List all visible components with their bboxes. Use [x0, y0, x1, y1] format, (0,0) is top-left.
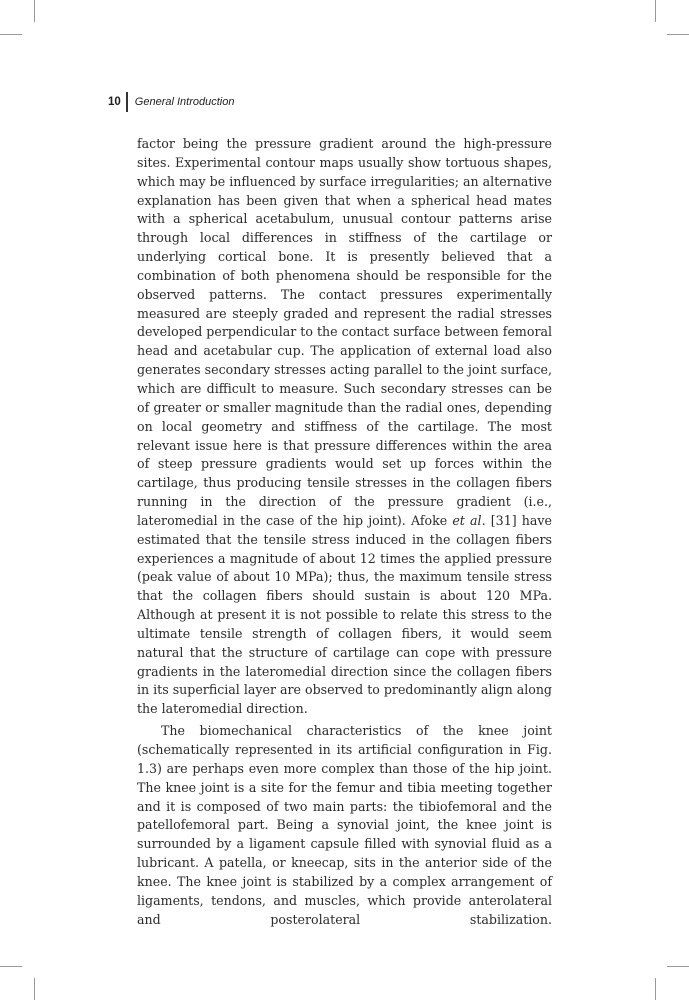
paragraph-1-text-a: factor being the pressure gradient around the high-pressure sites. Experimental contour maps usually show tortuous shapes, which may be influenced by surface irregularities; an alternative explanation has been given that when a spherical head mates with a spherical acetabulum, unusual contour patterns arise through local differences in stiffness of the cartilage or underlying cortical bone. It is presently believed that a combination of both phenomena should be responsible for the observed patterns. The contact pressures experimentally measured are steeply graded and represent the radial stresses developed perpendicular to the contact surface between femoral head and acetabular cup. The application of external load also generates secondary stresses acting parallel to the joint surface, which are difficult to measure. Such secondary stresses can be of greater or smaller magnitude than the radial ones, depending on local geometry and stiffness of the cartilage. The most relevant issue here is that pressure differences within the area of steep pressure gradients would set up forces within the cartilage, thus producing tensile stresses in the collagen fibers running in the direction of the pressure gradient (i.e., lateromedial in the case of the hip joint). Afoke: [137, 136, 552, 528]
paragraph-2: The biomechanical characteristics of the knee joint (schematically represented in its artificial configuration in Fig. 1.3) are perhaps even more complex than those of the hip joint. The knee joint is a site for the femur and tibia meeting together and it is composed of two main parts: the tibiofemoral and the patellofemoral part. Being a synovial joint, the knee joint is surrounded by a ligament capsule filled with synovial fluid as a lubricant. A patella, or kneecap, sits in the anterior side of the knee. The knee joint is stabilized by a complex arrangement of ligaments, tendons, and muscles, which provide anterolateral and posterolateral stabilization.: [137, 723, 552, 927]
page-header: [108, 92, 234, 112]
crop-mark-bottom-right-h: [667, 966, 689, 967]
crop-mark-top-right: [655, 0, 656, 22]
crop-mark-top-left: [34, 0, 35, 22]
header-rule: [126, 92, 128, 112]
page-number: 10: [108, 96, 121, 108]
crop-mark-bottom-right: [655, 978, 656, 1000]
running-head: General Introduction: [134, 96, 235, 108]
paragraph-1: [137, 135, 552, 719]
paragraph-1-text-b: . [31] have estimated that the tensile stress induced in the collagen fibers experiences a magnitude of about 12 times the applied pressure (peak value of about 10 MPa); thus, the maximum tensile stress that the collagen fibers should sustain is about 120 MPa. Although at present it is not possible to relate this stress to the ultimate tensile strength of collagen fibers, it would seem natural that the structure of cartilage can cope with pressure gradients in the lateromedial direction since the collagen fibers in its superficial layer are observed to predominantly align along the lateromedial direction.: [137, 512, 552, 717]
body-text: [137, 135, 552, 929]
crop-mark-top-right-h: [667, 34, 689, 35]
crop-mark-bottom-left: [34, 978, 35, 1000]
crop-mark-top-left-h: [0, 34, 22, 35]
paragraph-1-italic: et al: [452, 512, 482, 528]
crop-mark-bottom-left-h: [0, 966, 22, 967]
